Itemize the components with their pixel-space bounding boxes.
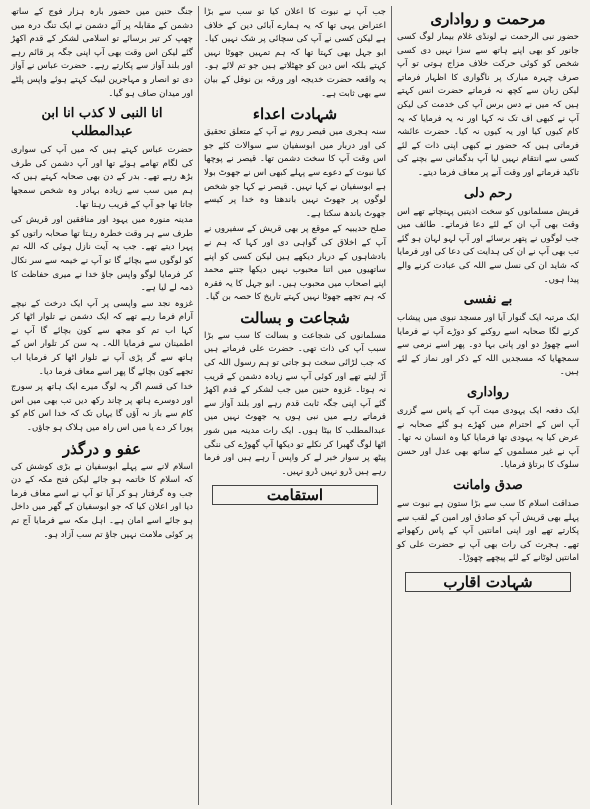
column-left [6, 6, 199, 805]
paragraph: جب آپ نے نبوت کا اعلان کیا تو سب سے بڑا اعتراض یہی تھا کہ یہ ہمارے آبائی دین کے خلاف ہے لیکن کسی نے آپ کی سچائی پر شک نہیں کیا۔ ابو جہل بھی کہتا تھا کہ ہم تمہیں جھوٹا نہیں کہتے بلکہ اس دین کو جھٹلاتے ہیں جو تم لائے ہو۔ یہ واقعہ حضرت خدیجہ اور ورقہ بن نوفل کے بیان سے بھی ثابت ہے۔ [204, 7, 386, 99]
column-middle [199, 6, 392, 805]
paragraph: صداقت اسلام کا سب سے بڑا ستون ہے نبوت سے پہلے بھی قریش آپ کو صادق اور امین کے لقب سے پکارتے تھے اور اپنی امانتیں آپ کے پاس رکھواتے تھے۔ ہجرت کی رات بھی آپ نے حضرت علی کو امانتیں لوٹانے کے لئے پیچھے چھوڑا۔ [397, 499, 579, 564]
section-heading-compassion: مرحمت و رواداری [430, 10, 546, 28]
paragraph: جنگ حنین میں حضور بارہ ہزار فوج کے ساتھ دشمن کے مقابلہ پر آئے دشمن نے ایک تنگ درہ میں چھپ کر تیر برسائے تو اسلامی لشکر کے قدم اکھڑ گئے لیکن اس وقت بھی آپ اپنی جگہ پر قائم رہے اور بلند آواز سے پکارتے رہے۔ حضرت عباس نے آواز دی تو انصار و مہاجرین لبیک کہتے ہوئے واپس پلٹے اور میدان صاف ہو گیا۔ [11, 7, 193, 99]
paragraph: سنہ ہجری میں قیصر روم نے آپ کے متعلق تحقیق کی اور دربار میں ابوسفیان سے سوالات کئے جو اس وقت آپ کا سخت دشمن تھا۔ قیصر نے پوچھا کیا نبوت کے دعوے سے پہلے کبھی اس نے جھوٹ بولا ہے ابوسفیان نے کہا نہیں۔ قیصر نے کہا جو شخص لوگوں پر جھوٹ نہیں باندھتا وہ خدا پر کیسے جھوٹ باندھ سکتا ہے۔ [204, 127, 386, 219]
section-heading-forgiveness: عفو و درگذر [62, 439, 142, 458]
paragraph: حضرت عباس کہتے ہیں کہ میں آپ کی سواری کی لگام تھامے ہوئے تھا اور آپ دشمن کی طرف بڑھ رہے تھے۔ بدر کے دن بھی صحابہ کہتے ہیں کہ ہم میں سب سے زیادہ بہادر وہ شخص سمجھا جاتا تھا جو آپ کے قریب رہتا تھا۔ [11, 145, 193, 210]
paragraph: غزوہ نجد سے واپسی پر آپ ایک درخت کے نیچے آرام فرما رہے تھے کہ ایک دشمن نے تلوار اٹھا کر کہا اب تم کو مجھ سے کون بچائے گا آپ نے اطمینان سے فرمایا اللہ۔ یہ سن کر تلوار اس کے ہاتھ سے گر پڑی آپ نے تلوار اٹھا کر فرمایا اب تجھے کون بچائے گا پھر اسے معاف فرما دیا۔ [11, 298, 193, 377]
paragraph: قریش مسلمانوں کو سخت اذیتیں پہنچاتے تھے اس وقت بھی آپ ان کے لئے دعا فرماتے۔ طائف میں جب لوگوں نے پتھر برسائے اور آپ لہو لہان ہو گئے تب بھی آپ نے ان کی ہدایت کی دعا کی اور فرمایا کہ شاید ان کی نسل سے اللہ کی عبادت کرنے والے پیدا ہوں۔ [397, 206, 579, 285]
section-heading-testimony-enemies: شہادت اعداء [252, 105, 338, 124]
paragraph: اسلام لانے سے پہلے ابوسفیان نے بڑی کوشش کی کہ اسلام کا خاتمہ ہو جائے لیکن فتح مکہ کے دن جب وہ گرفتار ہو کر آیا تو آپ نے اسے معاف فرما دیا اور اعلان کیا کہ جو ابوسفیان کے گھر میں داخل ہو جائے اسے امان ہے۔ اہل مکہ سے فرمایا آج تم پر کوئی ملامت نہیں جاؤ تم سب آزاد ہو۔ [11, 461, 193, 540]
section-heading-honesty: صدق وامانت [453, 478, 523, 494]
paragraph: ایک دفعہ ایک یہودی میت آپ کے پاس سے گزری آپ اس کے احترام میں کھڑے ہو گئے صحابہ نے عرض کیا یہ یہودی تھا فرمایا کیا وہ انسان نہ تھا۔ آپ نے غیر مسلموں کے ساتھ بھی عدل اور حسن سلوک کا برتاؤ فرمایا۔ [397, 406, 579, 471]
section-heading-tolerance: رواداری [466, 385, 510, 401]
section-heading-selflessness: بے نفسی [463, 292, 513, 308]
section-heading-testimony-relatives: شہادت اقارب [405, 572, 571, 592]
section-heading-mercy: رحم دلی [463, 185, 513, 201]
paragraph: مسلمانوں کی شجاعت و بسالت کا سب سے بڑا سبب آپ کی ذات تھی۔ حضرت علی فرماتے ہیں کہ جب لڑائی سخت ہو جاتی تو ہم رسول اللہ کی آڑ لیتے تھے اور کوئی آپ سے زیادہ دشمن کے قریب نہ ہوتا۔ غزوہ حنین میں جب لشکر کے قدم اکھڑ گئے آپ اپنی جگہ ثابت قدم رہے اور بلند آواز سے فرماتے رہے میں نبی ہوں یہ جھوٹ نہیں میں عبدالمطلب کا بیٹا ہوں۔ ایک رات مدینہ میں شور اٹھا لوگ گھبرا کر نکلے تو دیکھا آپ گھوڑے کی ننگی پیٹھ پر سوار خبر لے کر واپس آ رہے ہیں اور فرما رہے ہیں ڈرو نہیں ڈرو نہیں۔ [204, 330, 386, 477]
inline-quote-heading: انا النبی لا کذب انا ابن عبدالمطلب [41, 106, 163, 140]
paragraph: صلح حدیبیہ کے موقع پر بھی قریش کے سفیروں نے آپ کے اخلاق کی گواہی دی اور کہا کہ ہم نے بادشاہوں کے دربار دیکھے ہیں لیکن کسی کو اپنے ساتھیوں میں اتنا محبوب نہیں دیکھا جتنے محمد اپنے اصحاب میں محبوب ہیں۔ ابو جہل کا یہ فقرہ کہ ہم تجھے جھوٹا نہیں کہتے تاریخ کا حصہ بن گیا۔ [204, 224, 386, 303]
section-heading-steadfastness: استقامت [212, 485, 378, 505]
paragraph: خدا کی قسم اگر یہ لوگ میرے ایک ہاتھ پر سورج اور دوسرے ہاتھ پر چاند رکھ دیں تب بھی میں اس کام سے باز نہ آؤں گا یہاں تک کہ خدا اس کام کو پورا کر دے یا میں اس راہ میں ہلاک ہو جاؤں۔ [11, 382, 193, 434]
column-right [392, 6, 584, 805]
paragraph: ایک مرتبہ ایک گنوار آیا اور مسجد نبوی میں پیشاب کرنے لگا صحابہ اسے روکنے کو دوڑے آپ نے فرمایا اسے چھوڑ دو اور پانی بہا دو۔ پھر اسے نرمی سے سمجھایا کہ مسجدیں اللہ کے ذکر اور نماز کے لئے ہیں۔ [397, 313, 579, 378]
paragraph: مدینہ منورہ میں یہود اور منافقین اور قریش کی طرف سے ہر وقت خطرہ رہتا تھا صحابہ راتوں کو پہرا دیتے تھے۔ جب یہ آیت نازل ہوئی کہ اللہ تم کو لوگوں سے بچائے گا تو آپ نے خیمہ سے سر نکال کر فرمایا لوگو واپس جاؤ خدا نے میری حفاظت کا ذمہ لے لیا ہے۔ [11, 215, 193, 294]
paragraph: حضور نبی الرحمت نے لونڈی غلام بیمار لوگ کسی جانور کو بھی اپنے ہاتھ سے سزا نہیں دی کسی شخص کو کوئی حرکت خلاف مزاج ہوتی تو آپ صرف چہرہ مبارک پر ناگواری کا اظہار فرماتے لیکن زبان سے کچھ نہ فرماتے حضرت انس کہتے ہیں کہ میں نے دس برس آپ کی خدمت کی لیکن آپ نے کبھی اف تک نہ کہا اور نہ یہ فرمایا کہ یہ کام کیوں کیا اور یہ کیوں نہ کیا۔ حضرت عائشہ فرماتی ہیں کہ حضور نے کبھی اپنی ذات کے لئے کسی سے انتقام نہیں لیا آپ بدگمانی سے بچنے کی تاکید فرماتے اور وقت آنے پر معاف فرما دیتے۔ [397, 32, 579, 178]
section-heading-bravery: شجاعت و بسالت [240, 308, 350, 327]
